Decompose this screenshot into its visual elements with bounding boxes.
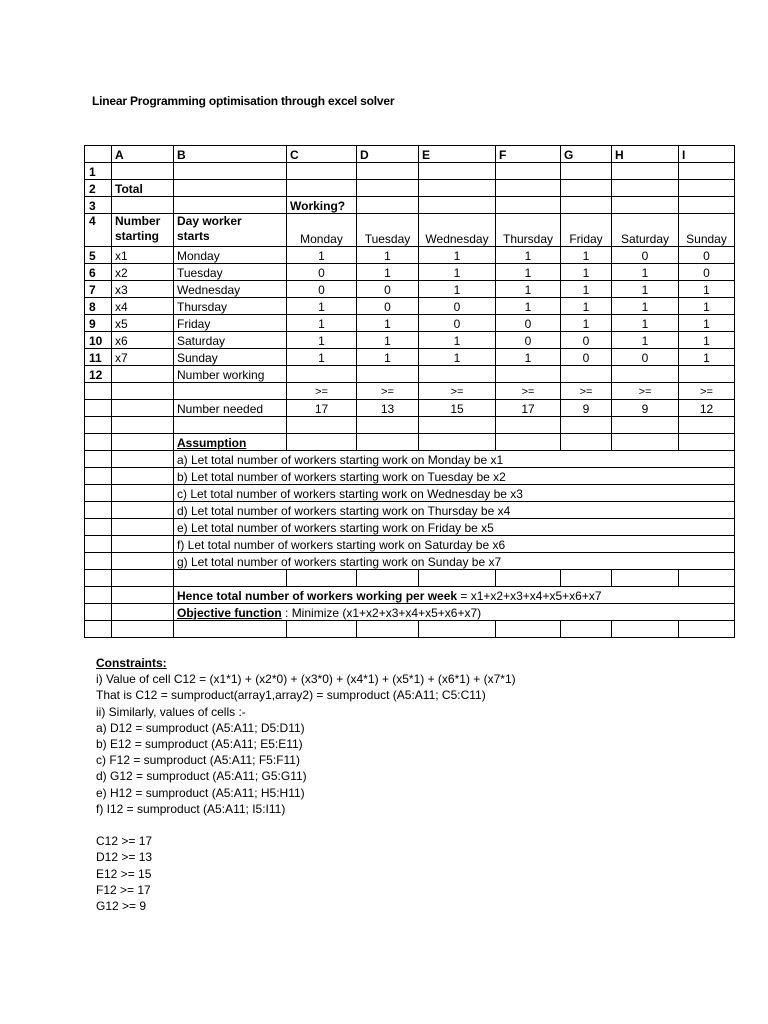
working-value-cell: 1 [612,281,679,298]
starts-label: starts [177,229,210,243]
empty-cell [85,485,112,502]
empty-cell [287,163,357,180]
working-value-cell: 1 [679,349,735,366]
working-value-cell: 0 [612,349,679,366]
working-value-cell: 1 [561,281,612,298]
empty-cell [287,180,357,197]
inequality-line: F12 >= 17 [96,882,151,897]
hence-row [85,587,735,604]
assumption-heading: Assumption [174,434,287,451]
empty-cell [112,434,174,451]
empty-cell [496,180,561,197]
empty-cell [112,366,174,383]
working-value-cell: 1 [679,298,735,315]
gte-cell: >= [287,383,357,400]
empty-cell [561,434,612,451]
gte-row [85,383,735,400]
empty-cell [112,197,174,214]
empty-cell [496,163,561,180]
assumption-row [85,536,735,553]
empty-cell [496,417,561,434]
working-value-cell: 1 [357,264,419,281]
empty-cell [357,366,419,383]
empty-cell [612,366,679,383]
start-day-cell: Sunday [174,349,287,366]
assumption-heading-row [85,434,735,451]
working-value-cell: 0 [287,281,357,298]
empty-cell [612,197,679,214]
row-number: 6 [85,264,112,281]
working-value-cell: 1 [357,332,419,349]
constraint-line: That is C12 = sumproduct(array1,array2) = sumproduct (A5:A11; C5:C11) [96,688,486,703]
empty-cell [287,366,357,383]
working-label: Working? [287,197,357,214]
working-value-cell: 0 [496,315,561,332]
working-value-cell: 0 [561,349,612,366]
empty-cell [85,553,112,570]
working-value-cell: 1 [612,315,679,332]
working-value-cell: 1 [612,264,679,281]
row-number: 2 [85,180,112,197]
assumption-text: g) Let total number of workers starting work on Sunday be x7 [174,553,735,570]
total-workers-label: Hence total number of workers working per week [177,589,458,603]
working-value-cell: 1 [679,315,735,332]
empty-cell [85,536,112,553]
day-header-thursday: Thursday [496,214,561,247]
inequality-line: E12 >= 15 [96,866,152,881]
constraint-line: f) I12 = sumproduct (A5:A11; I5:I11) [96,801,286,816]
gte-cell: >= [561,383,612,400]
empty-cell [287,434,357,451]
empty-cell [679,366,735,383]
row-number: 1 [85,163,112,180]
empty-cell [174,163,287,180]
column-header-E: E [419,146,496,163]
empty-cell [85,400,112,417]
empty-cell [112,587,174,604]
empty-cell [612,621,679,638]
sheet-row-2 [85,180,735,197]
variable-cell: x2 [112,264,174,281]
column-header-D: D [357,146,419,163]
needed-value-cell: 12 [679,400,735,417]
day-header-friday: Friday [561,214,612,247]
empty-cell [112,417,174,434]
empty-cell [85,502,112,519]
inequality-line: C12 >= 17 [96,834,153,849]
empty-cell [419,163,496,180]
empty-cell [287,417,357,434]
empty-cell [419,621,496,638]
empty-cell [85,519,112,536]
empty-cell [112,451,174,468]
empty-cell [419,570,496,587]
day-header-monday: Monday [287,214,357,247]
start-day-cell: Monday [174,247,287,264]
empty-cell [112,502,174,519]
working-value-cell: 0 [357,281,419,298]
empty-cell [679,434,735,451]
sheet-row-3 [85,197,735,214]
row-number: 8 [85,298,112,315]
working-value-cell: 1 [496,281,561,298]
empty-cell [496,197,561,214]
empty-cell [561,366,612,383]
empty-cell [85,434,112,451]
inequality-line: G12 >= 9 [96,899,147,914]
empty-cell [496,570,561,587]
empty-cell [561,417,612,434]
objective-row [85,604,735,621]
working-value-cell: 1 [287,315,357,332]
column-header-row [85,146,735,163]
spacer [96,817,516,833]
needed-value-cell: 9 [561,400,612,417]
empty-cell [612,163,679,180]
working-value-cell: 1 [496,349,561,366]
row-number: 7 [85,281,112,298]
constraint-line: b) E12 = sumproduct (A5:A11; E5:E11) [96,737,303,752]
empty-cell [174,383,287,400]
constraint-line: ii) Similarly, values of cells :- [96,704,246,719]
day-worker-starts-label [174,214,287,247]
empty-cell [419,180,496,197]
empty-cell [561,180,612,197]
empty-cell [174,180,287,197]
total-workers-expression: = x1+x2+x3+x4+x5+x6+x7 [457,589,602,603]
constraints-heading: Constraints: [96,656,167,670]
empty-cell [419,434,496,451]
assumption-row [85,519,735,536]
empty-cell [112,485,174,502]
assumption-text: b) Let total number of workers starting work on Tuesday be x2 [174,468,735,485]
sheet-row-12 [85,366,735,383]
empty-cell [112,400,174,417]
row-number: 10 [85,332,112,349]
working-value-cell: 1 [357,247,419,264]
number-label: Number [115,214,161,228]
assumption-row [85,468,735,485]
schedule-row [85,349,735,366]
gte-cell: >= [419,383,496,400]
empty-cell [419,197,496,214]
spreadsheet-table [84,145,735,638]
gte-cell: >= [612,383,679,400]
day-worker-label: Day worker [177,214,242,228]
working-value-cell: 1 [419,332,496,349]
working-value-cell: 0 [419,298,496,315]
constraint-line: i) Value of cell C12 = (x1*1) + (x2*0) + (x3*0) + (x4*1) + (x5*1) + (x6*1) + (x7*1) [96,672,516,687]
empty-cell [85,621,112,638]
corner-cell [85,146,112,163]
start-day-cell: Saturday [174,332,287,349]
constraint-line: d) G12 = sumproduct (A5:A11; G5:G11) [96,769,307,784]
empty-cell [419,366,496,383]
empty-cell [112,519,174,536]
day-header-sunday: Sunday [679,214,735,247]
working-value-cell: 1 [287,298,357,315]
variable-cell: x7 [112,349,174,366]
sheet-row-1 [85,163,735,180]
empty-cell [561,197,612,214]
working-value-cell: 1 [419,264,496,281]
empty-cell [85,604,112,621]
working-value-cell: 1 [357,349,419,366]
constraint-line: a) D12 = sumproduct (A5:A11; D5:D11) [96,720,305,735]
empty-row [85,417,735,434]
working-value-cell: 1 [612,298,679,315]
working-value-cell: 1 [419,281,496,298]
gte-cell: >= [679,383,735,400]
number-needed-label: Number needed [174,400,287,417]
empty-cell [85,587,112,604]
empty-cell [679,570,735,587]
needed-value-cell: 17 [287,400,357,417]
start-day-cell: Tuesday [174,264,287,281]
schedule-row [85,332,735,349]
empty-cell [112,553,174,570]
working-value-cell: 1 [612,332,679,349]
start-day-cell: Friday [174,315,287,332]
row-number: 5 [85,247,112,264]
empty-cell [496,366,561,383]
needed-value-cell: 9 [612,400,679,417]
gte-cell: >= [357,383,419,400]
variable-cell: x1 [112,247,174,264]
schedule-row [85,264,735,281]
empty-cell [612,434,679,451]
empty-cell [561,621,612,638]
working-value-cell: 0 [496,332,561,349]
row-number: 4 [85,214,112,247]
total-label: Total [112,180,174,197]
schedule-row [85,315,735,332]
empty-cell [85,570,112,587]
number-needed-row [85,400,735,417]
assumption-row [85,502,735,519]
empty-cell [612,570,679,587]
assumption-text: e) Let total number of workers starting work on Friday be x5 [174,519,735,536]
empty-cell [112,604,174,621]
schedule-row [85,281,735,298]
constraints-section [96,655,516,914]
working-value-cell: 1 [561,264,612,281]
number-working-label: Number working [174,366,287,383]
start-day-cell: Wednesday [174,281,287,298]
working-value-cell: 0 [561,332,612,349]
empty-cell [357,621,419,638]
column-header-F: F [496,146,561,163]
empty-cell [287,570,357,587]
empty-cell [357,180,419,197]
row-number: 3 [85,197,112,214]
empty-row [85,621,735,638]
working-value-cell: 1 [561,247,612,264]
empty-cell [174,570,287,587]
empty-cell [561,570,612,587]
empty-cell [85,417,112,434]
working-value-cell: 1 [287,349,357,366]
working-value-cell: 1 [287,332,357,349]
row-number: 11 [85,349,112,366]
working-value-cell: 0 [679,264,735,281]
empty-cell [679,180,735,197]
empty-row [85,570,735,587]
empty-cell [357,417,419,434]
variable-cell: x6 [112,332,174,349]
working-value-cell: 1 [561,315,612,332]
needed-value-cell: 13 [357,400,419,417]
empty-cell [679,163,735,180]
assumption-row [85,553,735,570]
working-value-cell: 0 [679,247,735,264]
working-value-cell: 1 [287,247,357,264]
starting-label: starting [115,229,160,243]
assumption-row [85,451,735,468]
working-value-cell: 1 [496,298,561,315]
empty-cell [561,163,612,180]
empty-cell [612,180,679,197]
number-starting-label [112,214,174,247]
empty-cell [112,163,174,180]
needed-value-cell: 15 [419,400,496,417]
assumption-text: f) Let total number of workers starting work on Saturday be x6 [174,536,735,553]
day-header-tuesday: Tuesday [357,214,419,247]
column-header-A: A [112,146,174,163]
empty-cell [357,197,419,214]
empty-cell [85,383,112,400]
document-title: Linear Programming optimisation through excel solver [92,94,395,108]
empty-cell [419,417,496,434]
working-value-cell: 0 [287,264,357,281]
working-value-cell: 1 [496,247,561,264]
empty-cell [287,621,357,638]
column-header-B: B [174,146,287,163]
start-day-cell: Thursday [174,298,287,315]
working-value-cell: 0 [357,298,419,315]
objective-function-text [174,604,735,621]
schedule-row [85,298,735,315]
assumption-row [85,485,735,502]
working-value-cell: 0 [419,315,496,332]
column-header-H: H [612,146,679,163]
working-value-cell: 1 [419,247,496,264]
empty-cell [85,468,112,485]
variable-cell: x3 [112,281,174,298]
objective-function-label: Objective function [177,606,282,620]
empty-cell [112,468,174,485]
working-value-cell: 0 [612,247,679,264]
empty-cell [112,536,174,553]
assumption-text: a) Let total number of workers starting work on Monday be x1 [174,451,735,468]
working-value-cell: 1 [496,264,561,281]
row-number: 12 [85,366,112,383]
working-value-cell: 1 [679,332,735,349]
empty-cell [679,197,735,214]
constraint-line: c) F12 = sumproduct (A5:A11; F5:F11) [96,753,300,768]
row-number: 9 [85,315,112,332]
sheet-row-4 [85,214,735,247]
empty-cell [112,383,174,400]
empty-cell [679,417,735,434]
empty-cell [357,570,419,587]
working-value-cell: 1 [679,281,735,298]
schedule-row [85,247,735,264]
empty-cell [85,451,112,468]
objective-function-expression: : Minimize (x1+x2+x3+x4+x5+x6+x7) [281,606,482,620]
assumption-text: c) Let total number of workers starting work on Wednesday be x3 [174,485,735,502]
working-value-cell: 1 [561,298,612,315]
empty-cell [496,434,561,451]
gte-cell: >= [496,383,561,400]
column-header-G: G [561,146,612,163]
needed-value-cell: 17 [496,400,561,417]
variable-cell: x5 [112,315,174,332]
day-header-saturday: Saturday [612,214,679,247]
day-header-wednesday: Wednesday [419,214,496,247]
column-header-I: I [679,146,735,163]
empty-cell [612,417,679,434]
column-header-C: C [287,146,357,163]
empty-cell [357,163,419,180]
empty-cell [174,621,287,638]
empty-cell [112,621,174,638]
empty-cell [112,570,174,587]
working-value-cell: 1 [357,315,419,332]
variable-cell: x4 [112,298,174,315]
total-workers-text [174,587,735,604]
empty-cell [496,621,561,638]
empty-cell [174,197,287,214]
constraint-line: e) H12 = sumproduct (A5:A11; H5:H11) [96,785,305,800]
empty-cell [174,417,287,434]
assumption-text: d) Let total number of workers starting work on Thursday be x4 [174,502,735,519]
empty-cell [679,621,735,638]
empty-cell [357,434,419,451]
working-value-cell: 1 [419,349,496,366]
inequality-line: D12 >= 13 [96,850,153,865]
